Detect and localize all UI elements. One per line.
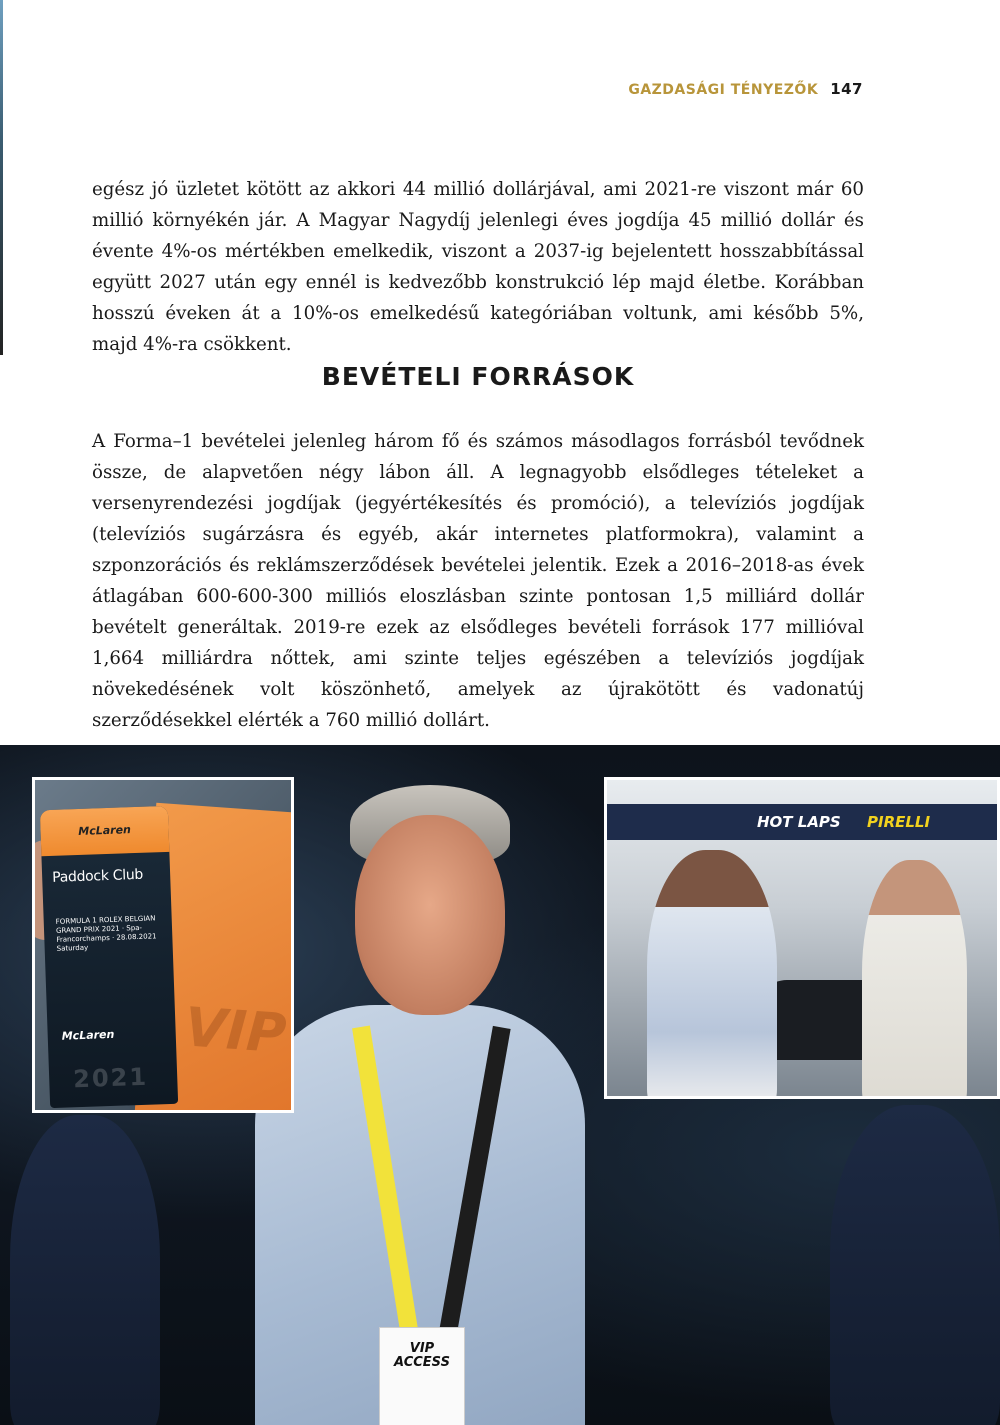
inset-photo-paddock [604, 777, 1000, 1099]
page-edge-strip [0, 0, 3, 355]
portrait-face [355, 815, 505, 1015]
page-number: 147 [830, 80, 863, 98]
vip-card-mark: VIP [182, 995, 289, 1066]
person-white-cap [647, 850, 777, 1099]
badge-event-text: FORMULA 1 ROLEX BELGIAN GRAND PRIX 2021 · Spa-Francorchamps · 28.08.2021 Saturday [55, 914, 157, 953]
paddock-club-badge [40, 806, 178, 1108]
badge-title: Paddock Club [51, 866, 144, 886]
section-title: BEVÉTELI FORRÁSOK [321, 362, 635, 391]
sponsor-banner [607, 804, 1000, 840]
badge-brand-top: McLaren [40, 806, 170, 856]
banner-text-pirelli: PIRELLI [867, 813, 931, 831]
running-head-section: GAZDASÁGI TÉNYEZŐK [628, 82, 819, 98]
inset-photo-badge [32, 777, 294, 1113]
person-white-top [862, 860, 967, 1099]
main-portrait-photo [255, 755, 585, 1425]
photo-collage [0, 745, 1000, 1425]
badge-brand: McLaren [61, 1027, 115, 1043]
running-head [628, 80, 863, 98]
banner-text-hot-laps: HOT LAPS [757, 813, 841, 831]
background-person-left [10, 1115, 160, 1425]
body-paragraph-2: A Forma–1 bevételei jelenleg három fő és számos másodlagos forrásból tevődnek össze, de alapvetően négy lábon áll. A legnagyobb elsődleges tételeket a versenyrendezési jogdíjak (jegyértékesítés és promóció), a televíziós jogdíjak (televíziós sugárzásra és egyéb, akár internetes platformokra), valamint a szponzorációs és reklámszerződések bevételei jelentik. Ezek a 2016–2018-as évek átlagában 600-600-300 milliós eloszlásban szinte pontosan 1,5 milliárd dollár bevételt generáltak. 2019-re ezek az elsődleges bevételi források 177 millióval 1,664 milliárdra nőttek, ami szinte teljes egészében a televíziós jogdíjak növekedésének volt köszönhető, amelyek az újrakötött és vadonatúj szerződésekkel elérték a 760 millió dollárt. [92, 431, 864, 731]
body-paragraph-1: egész jó üzletet kötött az akkori 44 millió dollárjával, ami 2021-re viszont már 60 millió környékén jár. A Magyar Nagydíj jelenlegi éves jogdíja 45 millió dollár és évente 4%-os mértékben emelkedik, viszont a 2037-ig bejelentett hosszabbítással együtt 2027 után egy ennél is kedvezőbb konstrukció lép majd életbe. Korábban hosszú éveken át a 10%-os emelkedésű kategóriában voltunk, ami később 5%, majd 4%-ra csökkent. [92, 179, 864, 355]
vip-pass-card: VIP ACCESS [379, 1327, 465, 1425]
background-person-right [830, 1105, 1000, 1425]
badge-year: 2021 [72, 1062, 149, 1094]
